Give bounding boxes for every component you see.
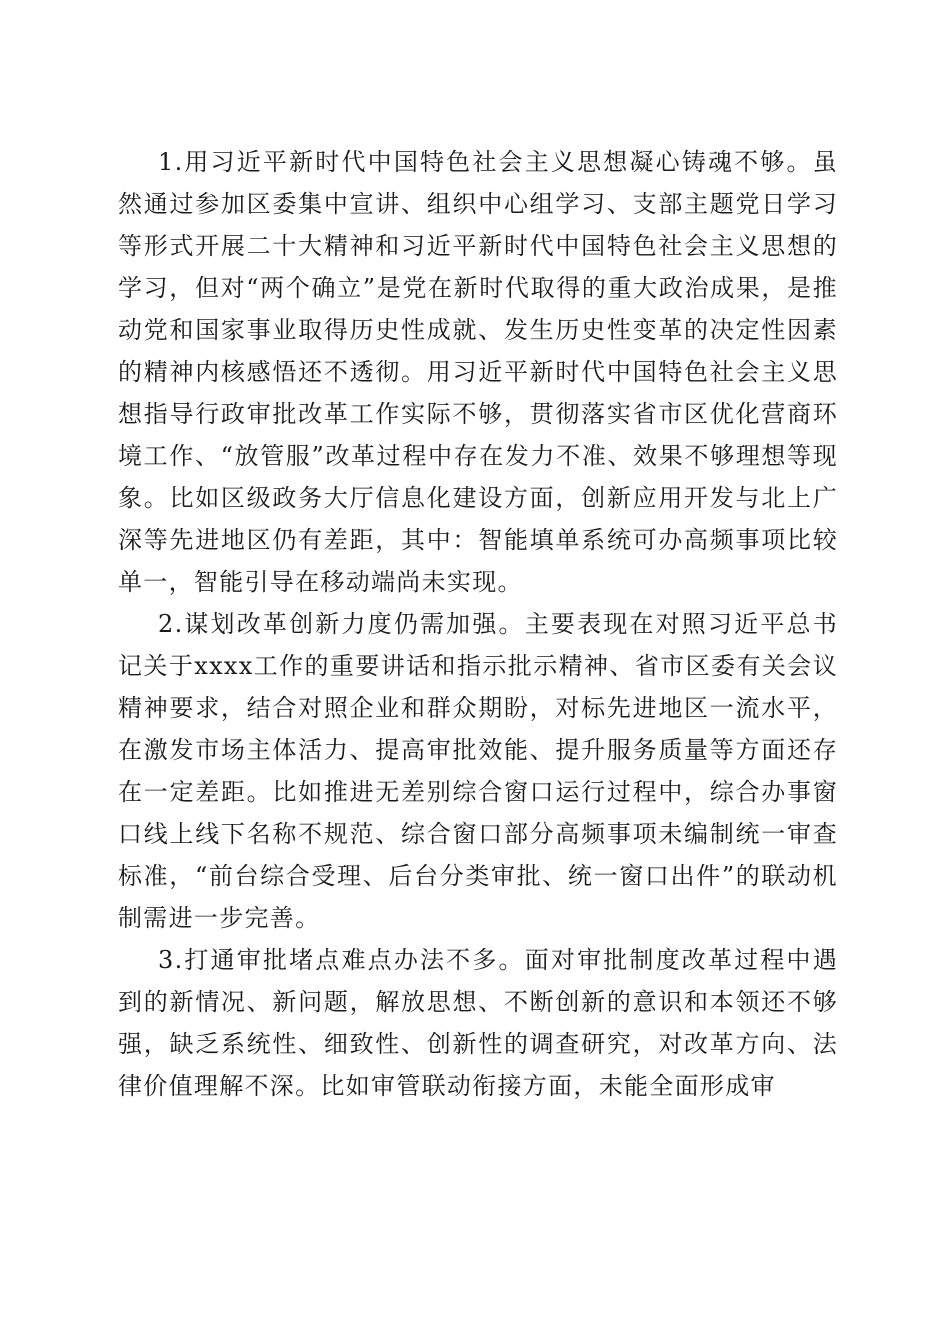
document-body bbox=[118, 141, 838, 1107]
paragraph-3: 3.打通审批堵点难点办法不多。面对审批制度改革过程中遇到的新情况、新问题，解放思想、不断创新的意识和本领还不够强，缺乏系统性、细致性、创新性的调查研究，对改革方向、法律价值理解不深。比如审管联动衔接方面，未能全面形成审 bbox=[118, 946, 838, 1100]
paragraph-2: 2.谋划改革创新力度仍需加强。主要表现在对照习近平总书记关于xxxx工作的重要讲话和指示批示精神、省市区委有关会议精神要求，结合对照企业和群众期盼，对标先进地区一流水平，在激发市场主体活力、提高审批效能、提升服务质量等方面还存在一定差距。比如推进无差别综合窗口运行过程中，综合办事窗口线上线下名称不规范、综合窗口部分高频事项未编制统一审查标准，“前台综合受理、后台分类审批、统一窗口出件”的联动机制需进一步完善。 bbox=[118, 610, 838, 932]
paragraph-1: 1.用习近平新时代中国特色社会主义思想凝心铸魂不够。虽然通过参加区委集中宣讲、组织中心组学习、支部主题党日学习等形式开展二十大精神和习近平新时代中国特色社会主义思想的学习，但对“两个确立”是党在新时代取得的重大政治成果，是推动党和国家事业取得历史性成就、发生历史性变革的决定性因素的精神内核感悟还不透彻。用习近平新时代中国特色社会主义思想指导行政审批改革工作实际不够，贯彻落实省市区优化营商环境工作、“放管服”改革过程中存在发力不准、效果不够理想等现象。比如区级政务大厅信息化建设方面，创新应用开发与北上广深等先进地区仍有差距，其中：智能填单系统可办高频事项比较单一，智能引导在移动端尚未实现。 bbox=[118, 148, 838, 596]
